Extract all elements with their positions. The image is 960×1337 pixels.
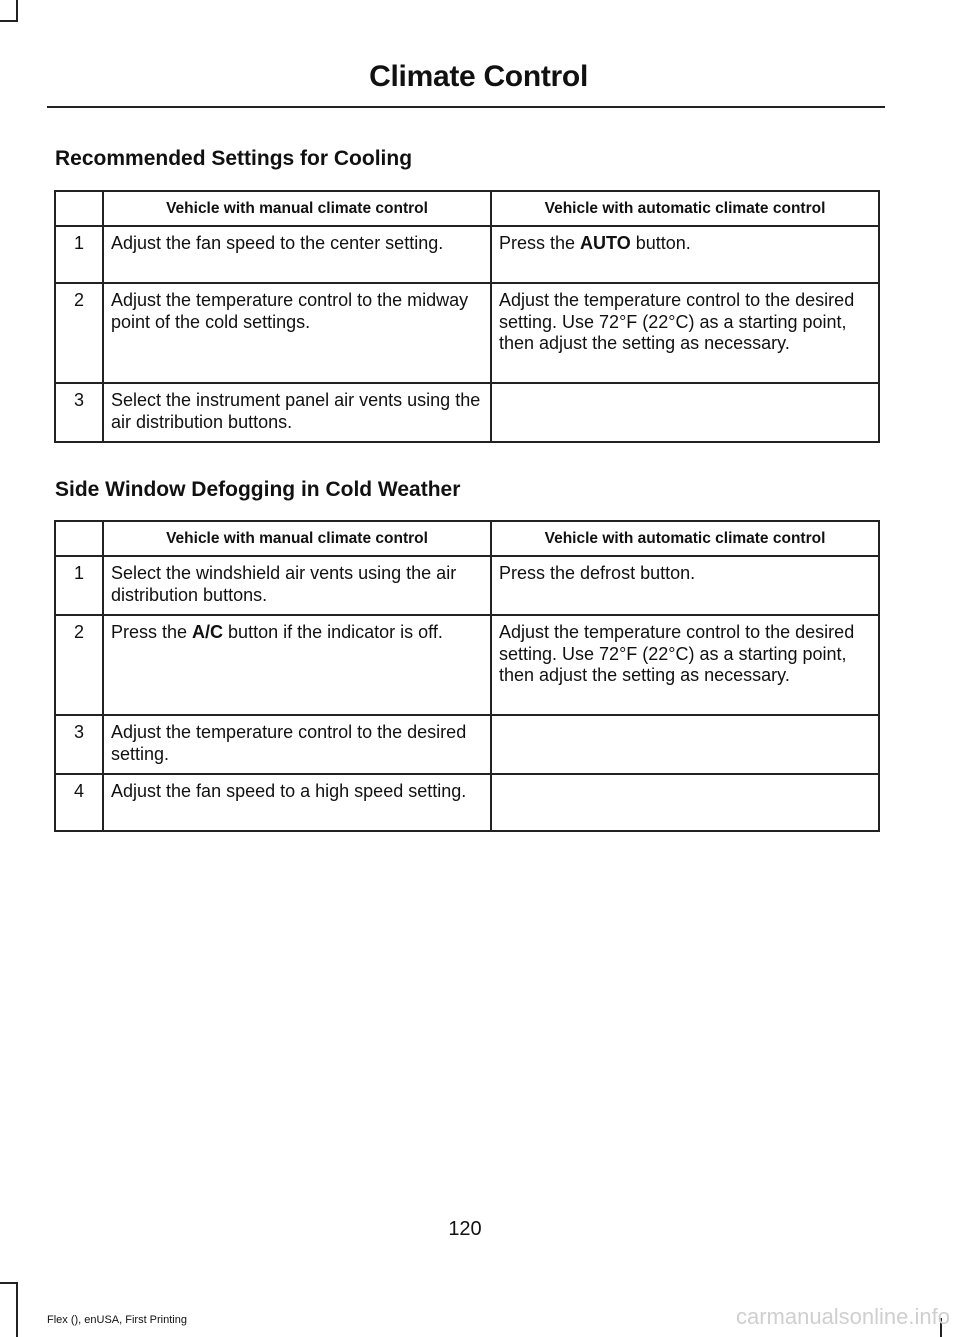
manual-step: Adjust the fan speed to a high speed setting. [103, 774, 491, 831]
cooling-table [54, 190, 880, 443]
page-title: Climate Control [369, 60, 588, 93]
auto-button-label: AUTO [580, 233, 631, 253]
number-column-header [55, 521, 103, 556]
table-row [55, 615, 879, 715]
automatic-step-text: button. [630, 233, 691, 253]
manual-step: Adjust the fan speed to the center setting. [103, 226, 491, 283]
step-number: 1 [55, 556, 103, 615]
table-row [55, 556, 879, 615]
automatic-step-text: Press the [499, 233, 581, 253]
crop-mark [0, 20, 18, 22]
manual-step: Select the instrument panel air vents using the air distribution buttons. [103, 383, 491, 442]
automatic-column-header: Vehicle with automatic climate control [491, 521, 879, 556]
automatic-step [491, 383, 879, 442]
automatic-step [491, 715, 879, 774]
step-number: 3 [55, 383, 103, 442]
page-number: 120 [448, 1218, 482, 1240]
step-number: 1 [55, 226, 103, 283]
manual-step: Adjust the temperature control to the desired setting. [103, 715, 491, 774]
crop-mark [16, 0, 18, 22]
step-number: 3 [55, 715, 103, 774]
site-watermark: carmanualsonline.info [735, 1304, 950, 1329]
ac-button-label: A/C [192, 622, 224, 642]
step-number: 2 [55, 615, 103, 715]
manual-step: Select the windshield air vents using the air distribution buttons. [103, 556, 491, 615]
defog-table [54, 520, 880, 832]
step-number: 4 [55, 774, 103, 831]
defog-heading: Side Window Defogging in Cold Weather [55, 478, 461, 501]
table-header-row [55, 521, 879, 556]
table-row [55, 226, 879, 283]
printing-info: Flex (), enUSA, First Printing [47, 1314, 187, 1326]
table-row [55, 774, 879, 831]
crop-mark [16, 1282, 18, 1337]
manual-column-header: Vehicle with manual climate control [103, 521, 491, 556]
automatic-step [491, 774, 879, 831]
cooling-heading: Recommended Settings for Cooling [55, 147, 413, 170]
table-header-row [55, 191, 879, 226]
manual-step-text: Press the [111, 622, 193, 642]
automatic-column-header: Vehicle with automatic climate control [491, 191, 879, 226]
automatic-step: Adjust the temperature control to the desired setting. Use 72°F (22°C) as a starting point, then adjust the setting as necessary. [491, 283, 879, 383]
header-divider [47, 106, 885, 108]
crop-mark [0, 1282, 18, 1284]
manual-step: Adjust the temperature control to the midway point of the cold settings. [103, 283, 491, 383]
automatic-step: Press the defrost button. [491, 556, 879, 615]
automatic-step: Adjust the temperature control to the desired setting. Use 72°F (22°C) as a starting point, then adjust the setting as necessary. [491, 615, 879, 715]
manual-column-header: Vehicle with manual climate control [103, 191, 491, 226]
step-number: 2 [55, 283, 103, 383]
table-row [55, 383, 879, 442]
table-row [55, 715, 879, 774]
table-row [55, 283, 879, 383]
automatic-step [491, 226, 879, 283]
manual-step-text: button if the indicator is off. [223, 622, 443, 642]
manual-step [103, 615, 491, 715]
number-column-header [55, 191, 103, 226]
